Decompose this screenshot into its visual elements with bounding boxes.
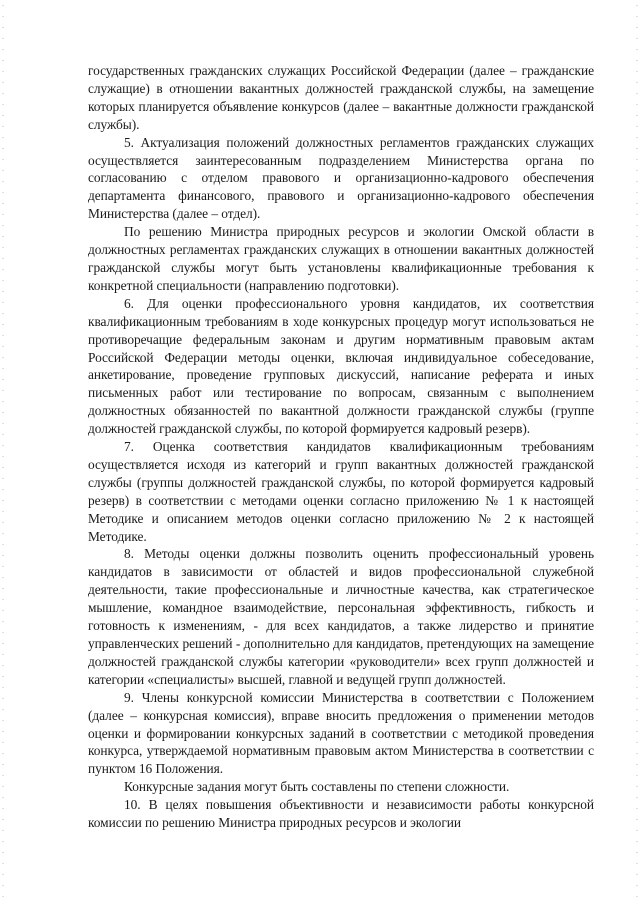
scan-edge-left	[1, 0, 5, 905]
paragraph-item-8: 8. Методы оценки должны позволить оценить профессиональный уровень кандидатов в зависимости от областей и видов профессиональной служебной деятельности, такие профессиональные и личностные качества, как стратегическое мышление, командное взаимодействие, персональная эффективность, гибкость и готовность к изменениям, - для всех кандидатов, а также лидерство и принятие управленческих решений - дополнительно для кандидатов, претендующих на замещение должностей гражданской службы категории «руководители» всех групп должностей и категории «специалисты» высшей, главной и ведущей групп должностей.	[88, 546, 594, 687]
paragraph-item-10: 10. В целях повышения объективности и независимости работы конкурсной комиссии по решению Министра природных ресурсов и экологии	[88, 797, 594, 831]
paragraph-item-6: 6. Для оценки профессионального уровня кандидатов, их соответствия квалификационным требованиям в ходе конкурсных процедур могут использоваться не противоречащие федеральным законам и другим нормативным правовым актам Российской Федерации методы оценки, включая индивидуальное собеседование, анкетирование, проведение групповых дискуссий, написание реферата и иных письменных работ или тестирование по вопросам, связанным с выполнением должностных обязанностей по вакантной должности гражданской службы (группе должностей гражданской службы, по которой формируется кадровый резерв).	[88, 295, 594, 437]
paragraph-item-9: 9. Члены конкурсной комиссии Министерства в соответствии с Положением (далее – конкурсная комиссия), вправе вносить предложения о применении методов оценки и формировании конкурсных заданий в соответствии с методикой проведения конкурса, утверждаемой нормативным правовым актом Министерства в соответствии с пунктом 16 Положения.	[88, 689, 594, 777]
document-page	[88, 62, 594, 832]
scan-edge-right	[635, 0, 639, 905]
paragraph-continuation: государственных гражданских служащих Российской Федерации (далее – гражданские служащие) в отношении вакантных должностей гражданской службы, на замещение которых планируется объявление конкурсов (далее – вакантные должности гражданской службы).	[88, 63, 594, 132]
paragraph-item-7: 7. Оценка соответствия кандидатов квалификационным требованиям осуществляется исходя из категорий и групп вакантных должностей гражданской службы (группы должностей гражданской службы, по которой формируется кадровый резерв) в соответствии с методами оценки согласно приложению № 1 к настоящей Методике и описанием методов оценки согласно приложению № 2 к настоящей Методике.	[88, 439, 594, 544]
paragraph-item-5: 5. Актуализация положений должностных регламентов гражданских служащих осуществляется заинтересованным подразделением Министерства органа по согласованию с отделом правового и организационно-кадрового обеспечения департамента финансового, правового и организационно-кадрового обеспечения Министерства (далее – отдел).	[88, 134, 594, 222]
paragraph-minister-decision: По решению Министра природных ресурсов и экологии Омской области в должностных регламентах гражданских служащих в отношении вакантных должностей гражданской службы могут быть установлены квалификационные требования к конкретной специальности (направлению подготовки).	[88, 224, 594, 293]
paragraph-complexity: Конкурсные задания могут быть составлены по степени сложности.	[124, 779, 510, 795]
